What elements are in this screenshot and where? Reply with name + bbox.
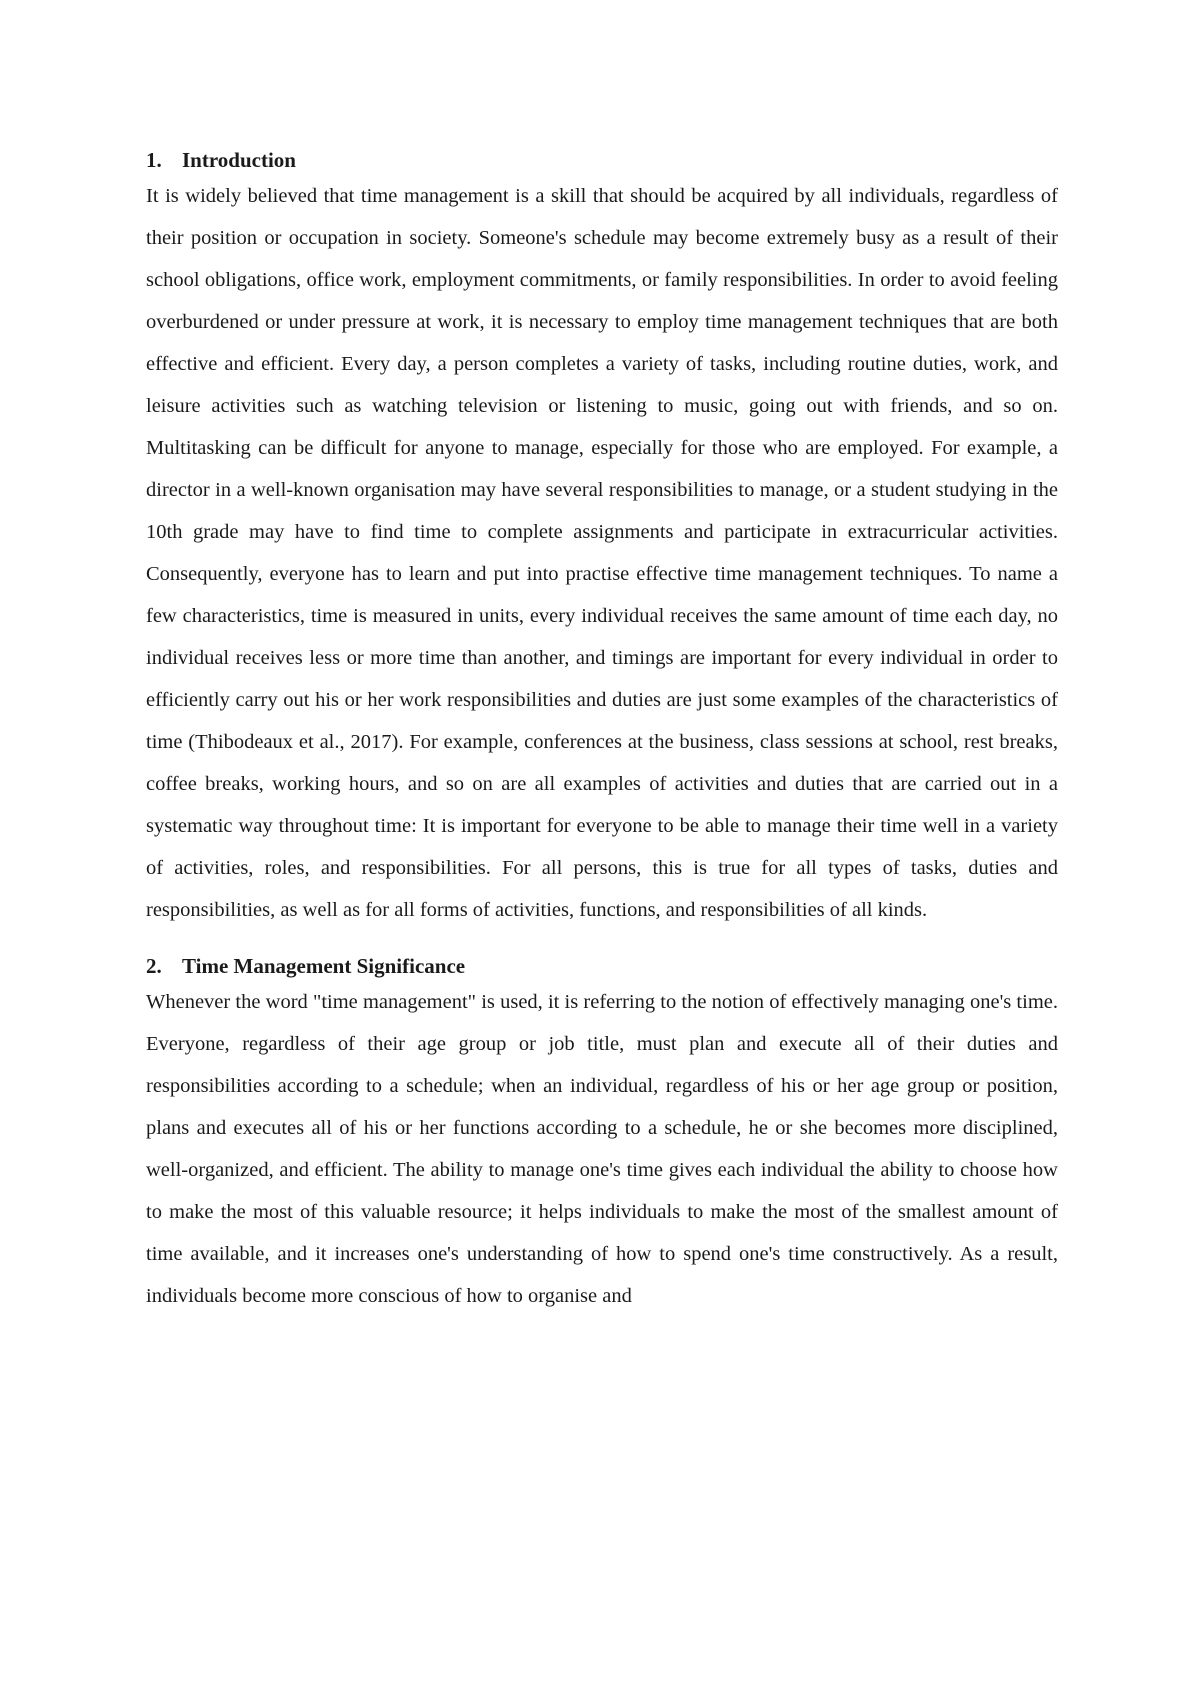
section-body-time-management-significance: Whenever the word "time management" is used, it is referring to the notion of effectively managing one's time. Everyone, regardless of their age group or job title, must plan and execute all of their duties and responsibilities according to a schedule; when an individual, regardless of his or her age group or position, plans and executes all of his or her functions according to a schedule, he or she becomes more disciplined, well-organized, and efficient. The ability to manage one's time gives each individual the ability to choose how to make the most of this valuable resource; it helps individuals to make the most of the smallest amount of time available, and it increases one's understanding of how to spend one's time constructively. As a result, individuals become more conscious of how to organise and [146,991,1058,1307]
section-number: 1. [146,148,162,172]
section-heading-time-management-significance [146,951,1058,981]
document-content [146,145,1058,1317]
section-number: 2. [146,954,162,978]
section-heading-introduction [146,145,1058,175]
section-title: Introduction [182,148,296,172]
section-body-introduction: It is widely believed that time management is a skill that should be acquired by all individuals, regardless of their position or occupation in society. Someone's schedule may become extremely busy as a result of their school obligations, office work, employment commitments, or family responsibilities. In order to avoid feeling overburdened or under pressure at work, it is necessary to employ time management techniques that are both effective and efficient. Every day, a person completes a variety of tasks, including routine duties, work, and leisure activities such as watching television or listening to music, going out with friends, and so on. Multitasking can be difficult for anyone to manage, especially for those who are employed. For example, a director in a well-known organisation may have several responsibilities to manage, or a student studying in the 10th grade may have to find time to complete assignments and participate in extracurricular activities. Consequently, everyone has to learn and put into practise effective time management techniques. To name a few characteristics, time is measured in units, every individual receives the same amount of time each day, no individual receives less or more time than another, and timings are important for every individual in order to efficiently carry out his or her work responsibilities and duties are just some examples of the characteristics of time (Thibodeaux et al., 2017). For example, conferences at the business, class sessions at school, rest breaks, coffee breaks, working hours, and so on are all examples of activities and duties that are carried out in a systematic way throughout time: It is important for everyone to be able to manage their time well in a variety of activities, roles, and responsibilities. For all persons, this is true for all types of tasks, duties and responsibilities, as well as for all forms of activities, functions, and responsibilities of all kinds. [146,185,1058,921]
section-title: Time Management Significance [182,954,466,978]
